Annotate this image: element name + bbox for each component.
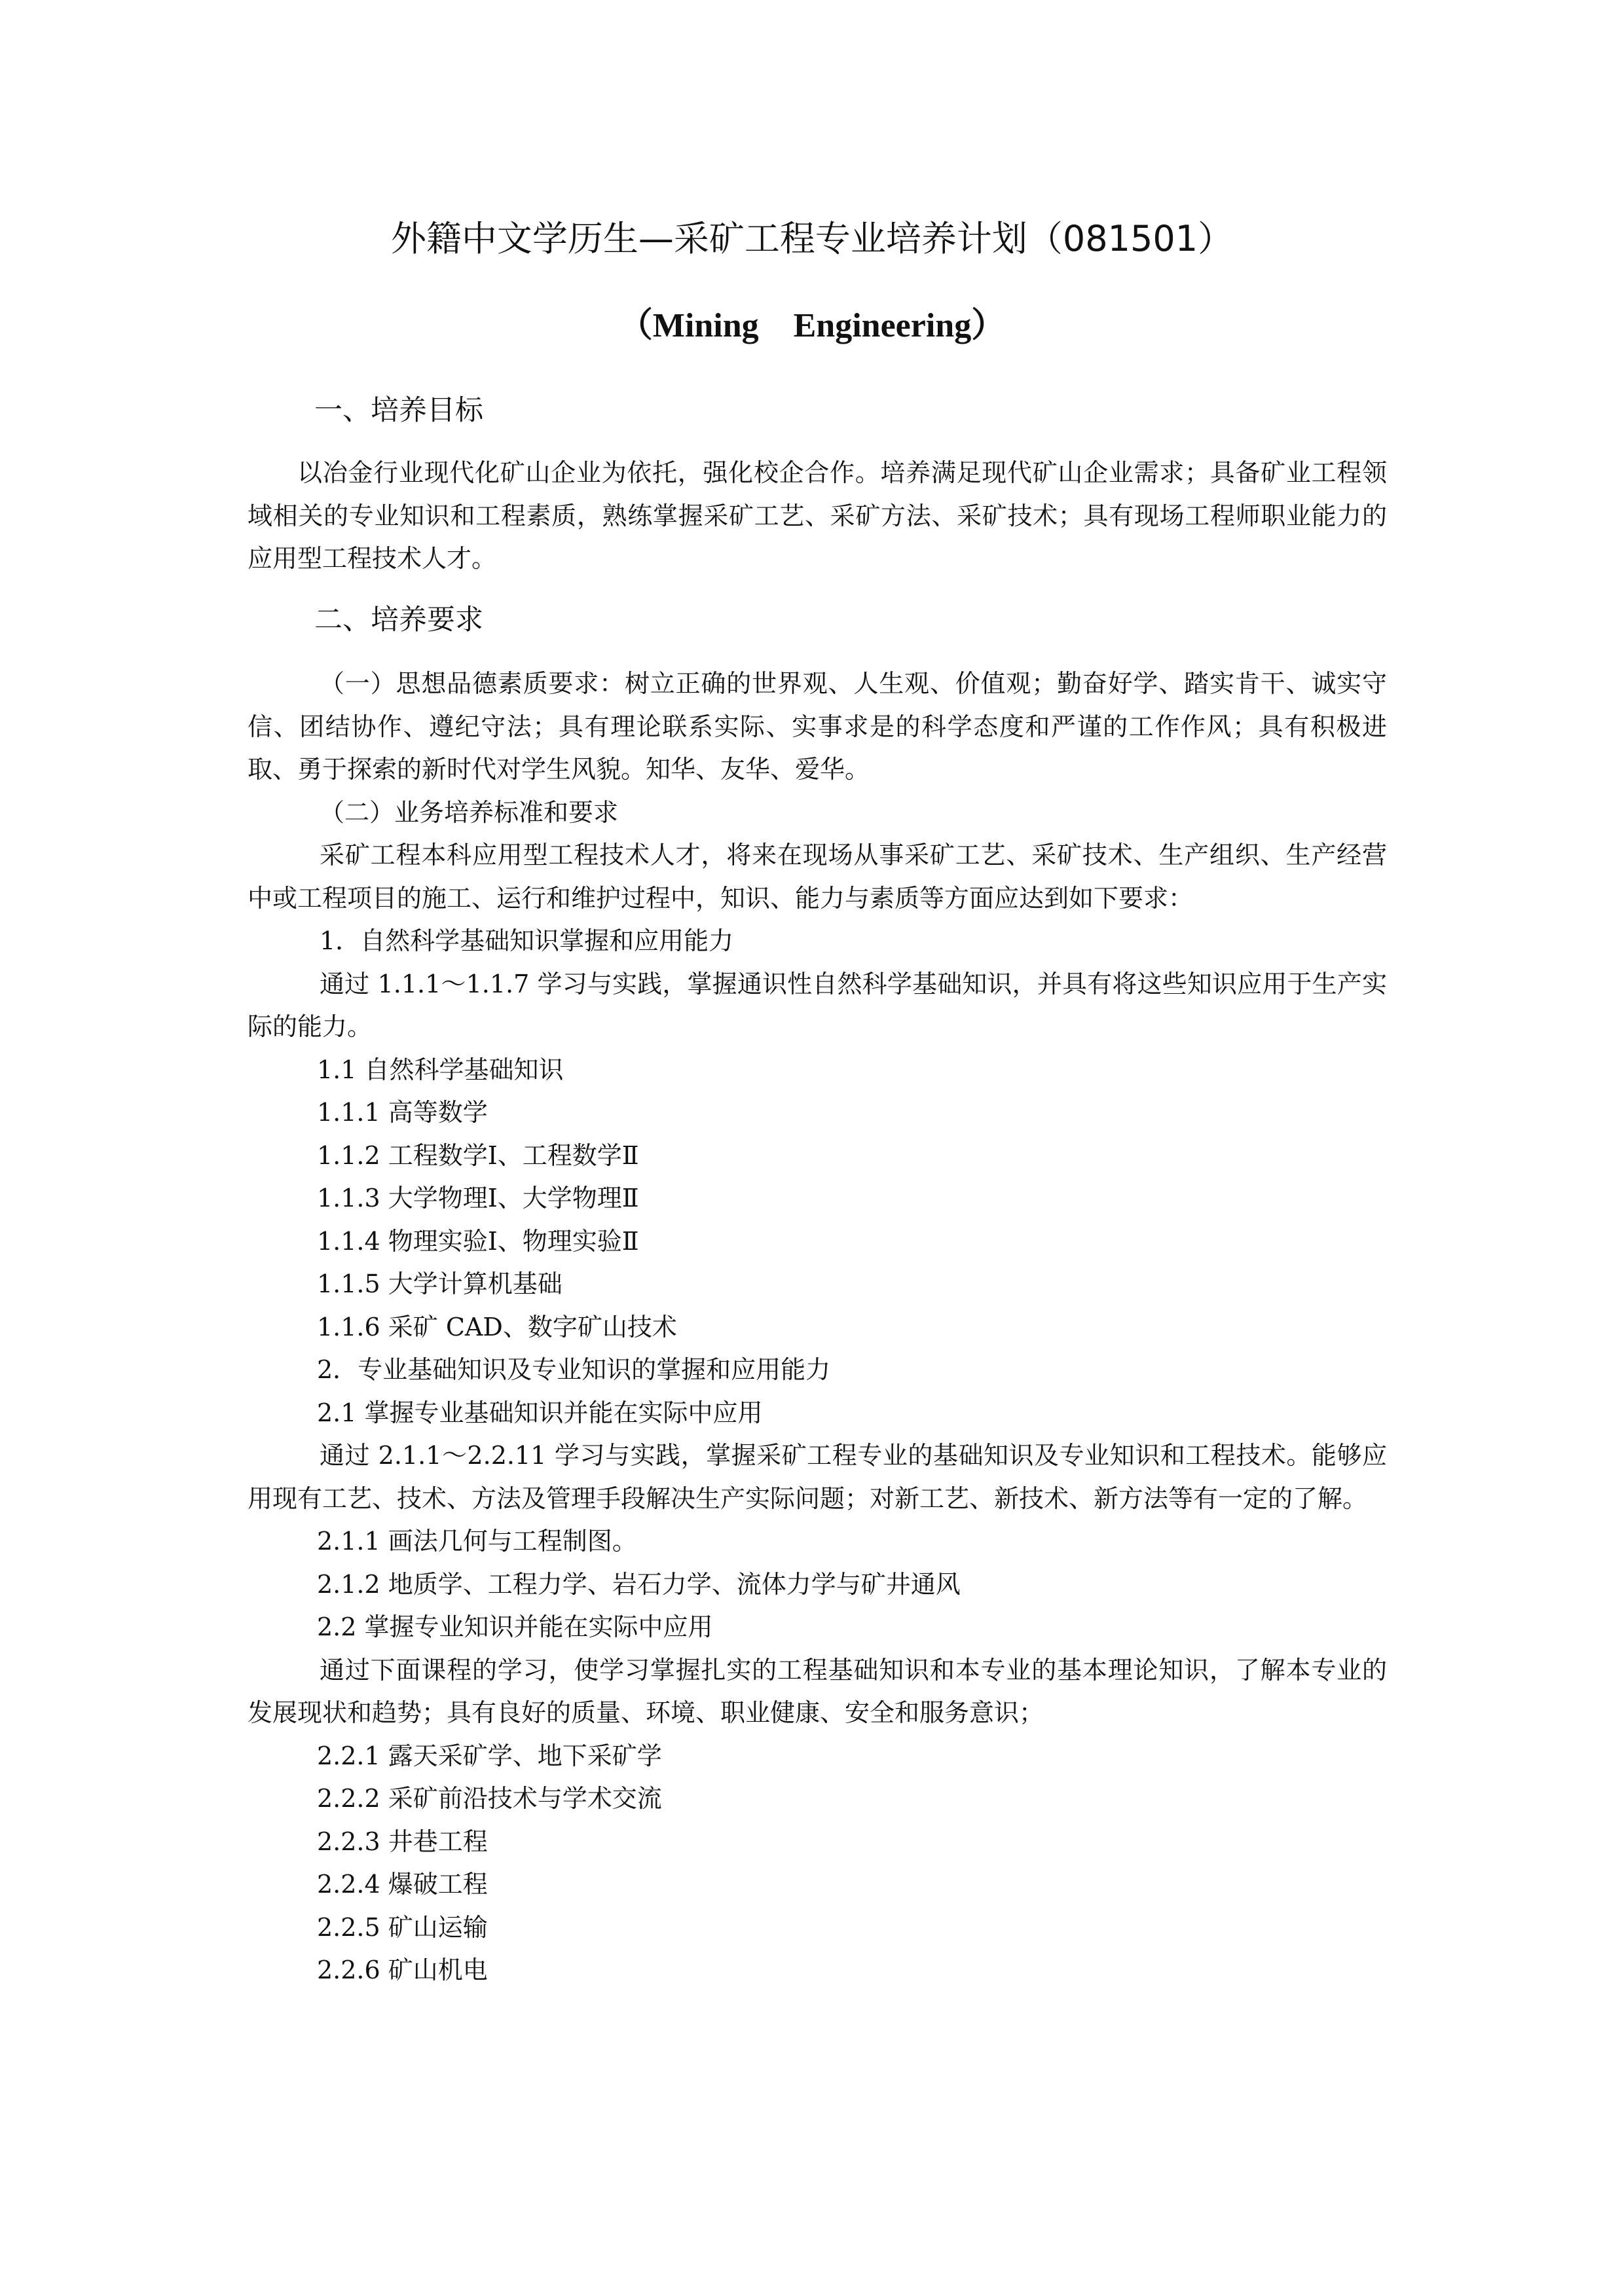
objectives-paragraph: 以冶金行业现代化矿山企业为依托，强化校企合作。培养满足现代矿山企业需求；具备矿业工程领域相关的专业知识和工程素质，熟练掌握采矿工艺、采矿方法、采矿技术；具有现场工程师职业能力的应用型工程技术人才。 — [248, 458, 1387, 573]
list-item: 1.1.1 高等数学 — [317, 1098, 488, 1127]
list-item: 1.1.4 物理实验Ⅰ、物理实验Ⅱ — [317, 1226, 639, 1256]
natural-science-ability-heading: 1．自然科学基础知识掌握和应用能力 — [320, 926, 734, 955]
list-item: 1.1.3 大学物理Ⅰ、大学物理Ⅱ — [317, 1184, 639, 1212]
list-item: 1.1 自然科学基础知识 — [317, 1055, 564, 1084]
professional-standards-subheading: （二）业务培养标准和要求 — [320, 797, 619, 827]
list-item: 2.2.1 露天采矿学、地下采矿学 — [317, 1741, 662, 1770]
natural-science-paragraph: 通过 1.1.1～1.1.7 学习与实践，掌握通识性自然科学基础知识，并具有将这些知识应用于生产实际的能力。 — [248, 969, 1387, 1041]
list-item: 2.2.5 矿山运输 — [317, 1912, 488, 1942]
professional-basics-paragraph: 通过 2.1.1～2.2.11 学习与实践，掌握采矿工程专业的基础知识及专业知识和工程技术。能够应用现有工艺、技术、方法及管理手段解决生产实际问题；对新工艺、新技术、新方法等有一定的了解。 — [248, 1441, 1387, 1513]
professional-intro-paragraph: 采矿工程本科应用型工程技术人才，将来在现场从事采矿工艺、采矿技术、生产组织、生产经营中或工程项目的施工、运行和维护过程中，知识、能力与素质等方面应达到如下要求： — [248, 841, 1387, 913]
professional-knowledge-paragraph: 通过下面课程的学习，使学习掌握扎实的工程基础知识和本专业的基本理论知识，了解本专业的发展现状和趋势；具有良好的质量、环境、职业健康、安全和服务意识； — [248, 1655, 1387, 1727]
list-item: 2.2 掌握专业知识并能在实际中应用 — [317, 1613, 713, 1641]
list-item: 1.1.2 工程数学Ⅰ、工程数学Ⅱ — [317, 1140, 639, 1170]
document-title: 外籍中文学历生—采矿工程专业培养计划（081501） — [390, 218, 1234, 259]
list-item: 2.2.4 爆破工程 — [317, 1870, 488, 1899]
objectives-section — [248, 452, 1387, 581]
section-heading-requirements: 二、培养要求 — [314, 604, 483, 636]
moral-requirements-paragraph: （一）思想品德素质要求：树立正确的世界观、人生观、价值观；勤奋好学、踏实肯干、诚实守信、团结协作、遵纪守法；具有理论联系实际、实事求是的科学态度和严谨的工作作风；具有积极进取、勇于探索的新时代对学生风貌。知华、友华、爱华。 — [248, 669, 1387, 784]
document-subtitle-english: （Mining Engineering） — [618, 307, 1006, 344]
professional-ability-heading: 2．专业基础知识及专业知识的掌握和应用能力 — [317, 1355, 831, 1384]
list-item: 2.1.2 地质学、工程力学、岩石力学、流体力学与矿井通风 — [317, 1569, 961, 1599]
list-item: 1.1.5 大学计算机基础 — [317, 1269, 563, 1298]
list-item: 2.2.3 井巷工程 — [317, 1827, 488, 1856]
list-item: 2.2.2 采矿前沿技术与学术交流 — [317, 1784, 662, 1813]
list-item: 2.2.6 矿山机电 — [317, 1956, 488, 1984]
list-item: 2.1 掌握专业基础知识并能在实际中应用 — [317, 1398, 763, 1427]
section-heading-objectives: 一、培养目标 — [314, 394, 483, 427]
list-item: 2.1.1 画法几何与工程制图。 — [317, 1527, 637, 1556]
list-item: 1.1.6 采矿 CAD、数字矿山技术 — [317, 1312, 677, 1341]
requirements-section — [248, 663, 1387, 1992]
